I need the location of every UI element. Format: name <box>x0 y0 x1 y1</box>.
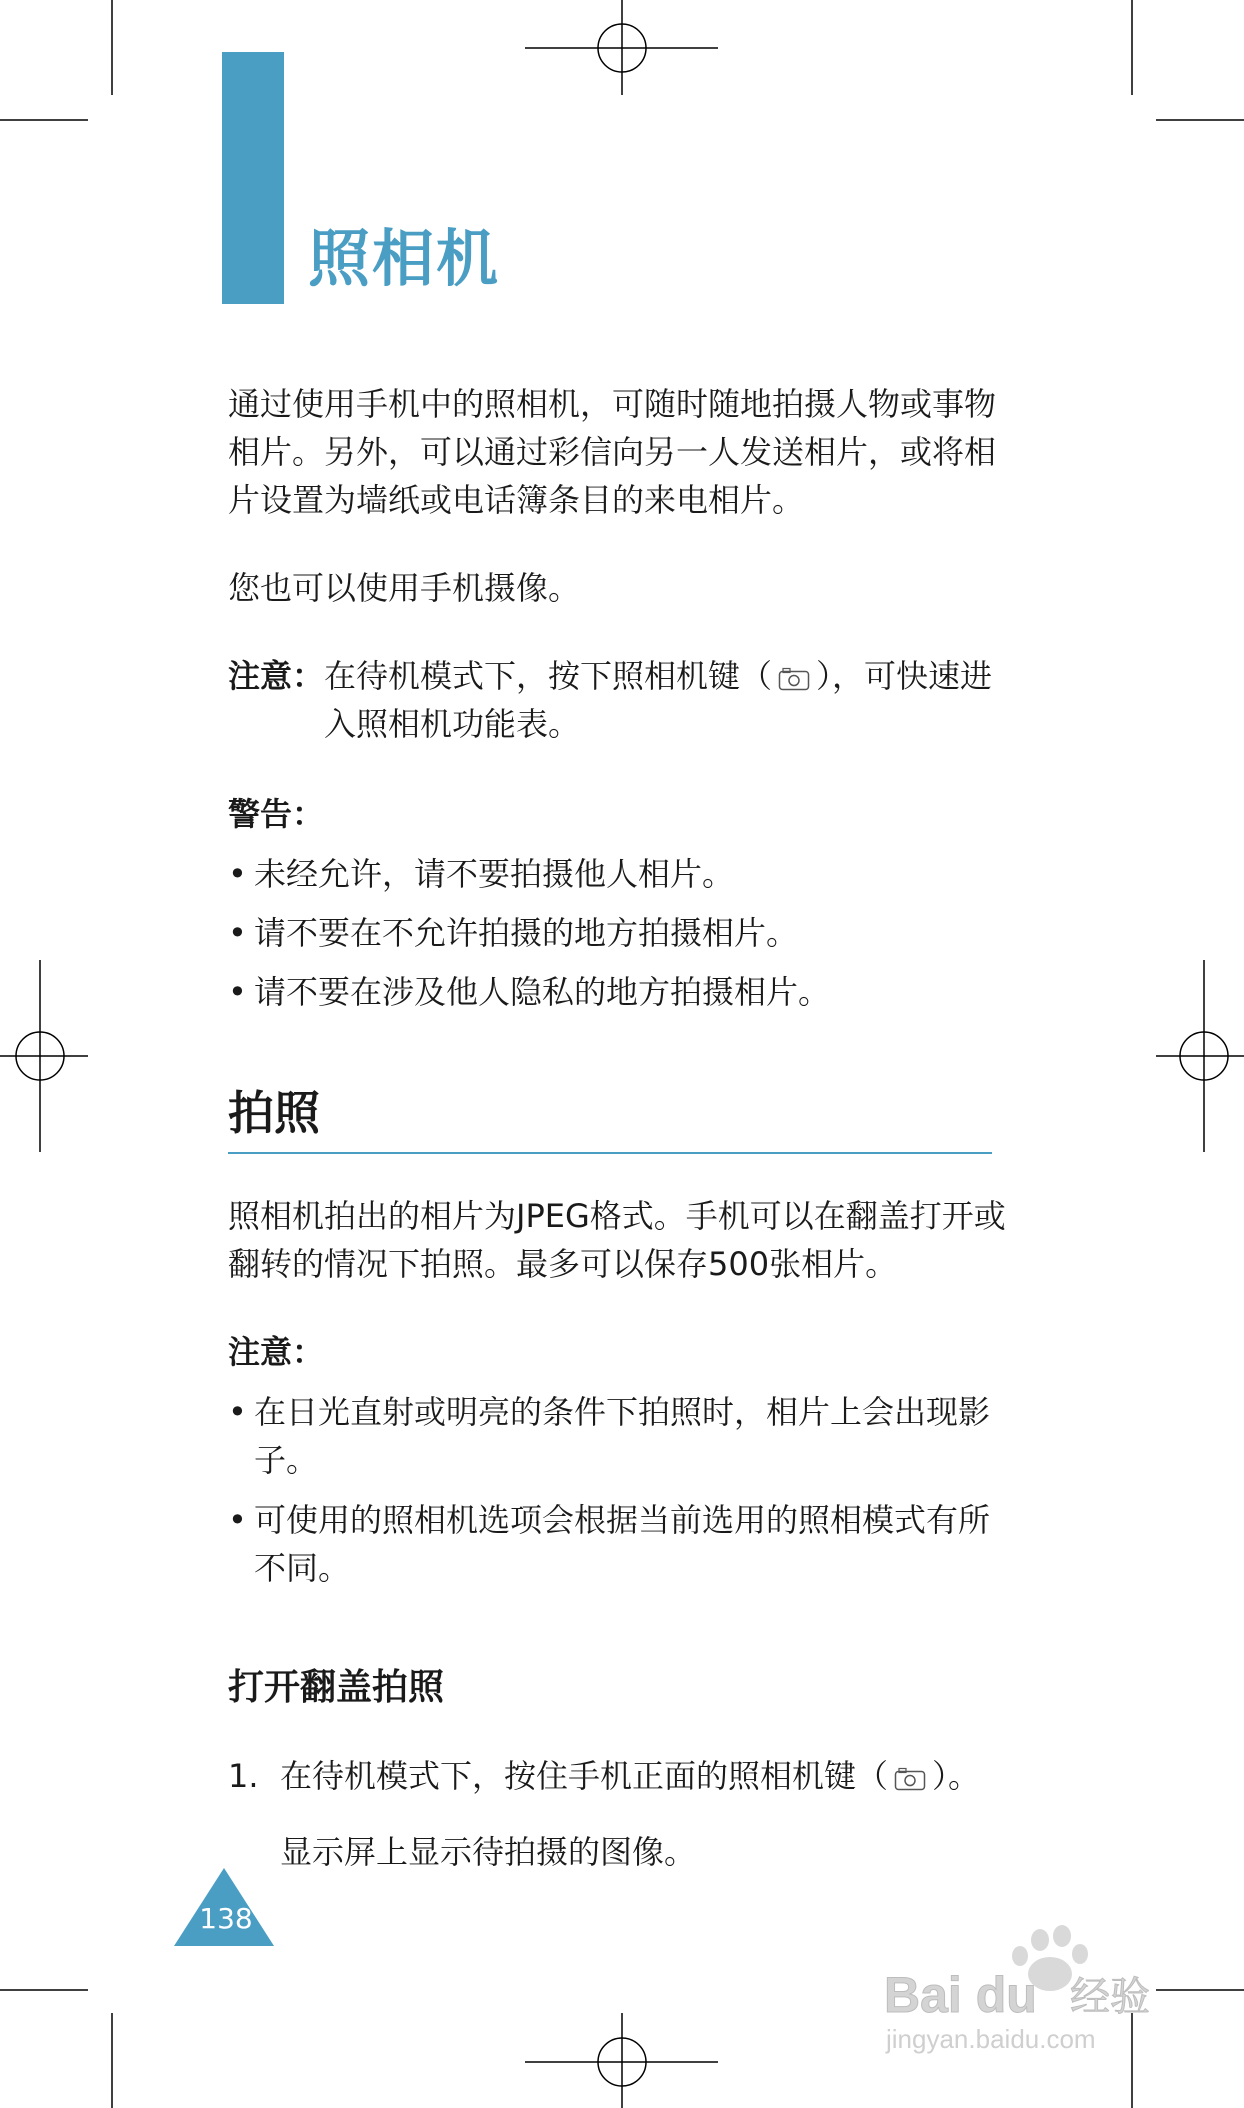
step-text: 在待机模式下，按住手机正面的照相机键（ ）。 <box>280 1757 981 1795</box>
camera-key-icon <box>894 1767 926 1791</box>
note-label: 注意： <box>228 657 325 695</box>
watermark-url: jingyan.baidu.com <box>886 2024 1096 2054</box>
page-number: 138 <box>199 1902 253 1935</box>
section-divider <box>228 1152 992 1154</box>
watermark-cn: 经验 <box>1070 1974 1150 2020</box>
section-paragraph: 照相机拍出的相片为JPEG格式。手机可以在翻盖打开或翻转的情况下拍照。最多可以保存500张相片。 <box>228 1197 1006 1283</box>
warning-item: • 未经允许，请不要拍摄他人相片。 <box>228 855 735 893</box>
note-body <box>324 652 1008 748</box>
step-number: 1. <box>228 1757 259 1795</box>
chapter-title: 照相机 <box>308 222 501 295</box>
note-quick-access <box>228 652 1008 748</box>
chapter-accent-bar <box>222 52 284 304</box>
watermark-brand: Bai du <box>884 1967 1037 2023</box>
step-1-result: 显示屏上显示待拍摄的图像。 <box>280 1833 697 1871</box>
warning-item: • 请不要在涉及他人隐私的地方拍摄相片。 <box>228 973 831 1011</box>
section-title: 拍照 <box>228 1086 320 1140</box>
step-1 <box>228 1752 1018 1800</box>
note2-item: • 在日光直射或明亮的条件下拍照时，相片上会出现影子。 <box>228 1393 991 1479</box>
note-text-before: 在待机模式下，按下照相机键（ <box>324 657 773 695</box>
camera-key-icon <box>778 667 810 691</box>
subsection-title: 打开翻盖拍照 <box>228 1667 445 1708</box>
intro-paragraph: 通过使用手机中的照相机，可随时随地拍摄人物或事物相片。另外，可以通过彩信向另一人发送相片，或将相片设置为墙纸或电话簿条目的来电相片。 <box>228 385 997 519</box>
note2-label: 注意： <box>228 1333 325 1371</box>
watermark-logo <box>880 1920 1180 2060</box>
warning-label: 警告： <box>228 795 325 833</box>
note-text-after: ），可快速进入照相机功能表。 <box>324 657 993 743</box>
note2-item: • 可使用的照相机选项会根据当前选用的照相模式有所不同。 <box>228 1501 991 1587</box>
intro-paragraph-video: 您也可以使用手机摄像。 <box>228 569 581 607</box>
warning-item: • 请不要在不允许拍摄的地方拍摄相片。 <box>228 914 799 952</box>
